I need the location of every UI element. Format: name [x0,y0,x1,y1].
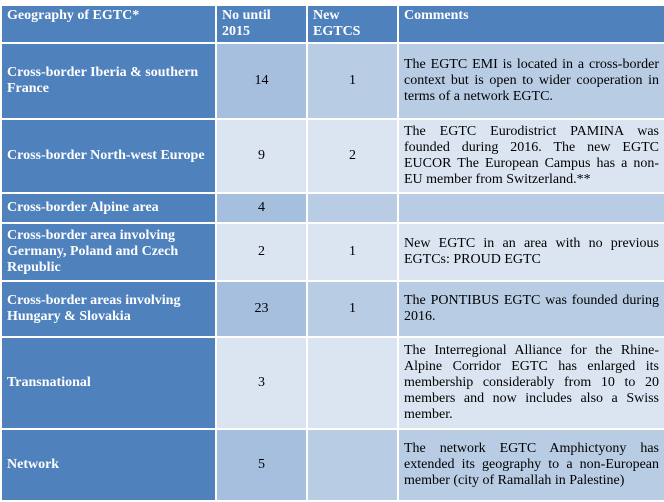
new-egtcs-cell: 1 [307,281,398,337]
new-egtcs-cell: 2 [307,119,398,193]
new-egtcs-cell [307,337,398,429]
new-egtcs-cell: 1 [307,43,398,119]
count-until-2015-cell: 3 [216,337,307,429]
comments-cell: New EGTC in an area with no previous EGTCs: PROUD EGTC [398,223,664,281]
geography-cell: Cross-border areas involving Hungary & Slovakia [1,281,216,337]
count-until-2015-cell: 5 [216,429,307,501]
geography-cell: Cross-border Alpine area [1,193,216,223]
new-egtcs-cell [307,429,398,501]
table-row [1,43,664,119]
comments-cell [398,193,664,223]
table-row [1,193,664,223]
header-row [1,5,664,43]
table-row [1,429,664,501]
comments-cell: The Interregional Alliance for the Rhine-Alpine Corridor EGTC has enlarged its membership considerably from 10 to 20 members and now includes also a Swiss member. [398,337,664,429]
header-geography: Geography of EGTC* [1,5,216,43]
comments-cell: The EGTC Eurodistrict PAMINA was founded during 2016. The new EGTC EUCOR The European Campus has a non-EU member from Switzerland.** [398,119,664,193]
new-egtcs-cell [307,193,398,223]
comments-cell: The PONTIBUS EGTC was founded during 2016. [398,281,664,337]
table-row [1,119,664,193]
new-egtcs-cell: 1 [307,223,398,281]
geography-cell: Transnational [1,337,216,429]
count-until-2015-cell: 14 [216,43,307,119]
geography-cell: Cross-border North-west Europe [1,119,216,193]
table-row [1,223,664,281]
table-row [1,281,664,337]
geography-cell: Network [1,429,216,501]
count-until-2015-cell: 23 [216,281,307,337]
header-comments: Comments [398,5,664,43]
header-new-egtcs: New EGTCS [307,5,398,43]
count-until-2015-cell: 2 [216,223,307,281]
header-no-until-2015: No until 2015 [216,5,307,43]
geography-cell: Cross-border area involving Germany, Poland and Czech Republic [1,223,216,281]
count-until-2015-cell: 9 [216,119,307,193]
count-until-2015-cell: 4 [216,193,307,223]
comments-cell: The network EGTC Amphictyony has extended its geography to a non-European member (city of Ramallah in Palestine) [398,429,664,501]
egtc-table [0,4,664,502]
geography-cell: Cross-border Iberia & southern France [1,43,216,119]
comments-cell: The EGTC EMI is located in a cross-border context but is open to wider cooperation in terms of a network EGTC. [398,43,664,119]
table-row [1,337,664,429]
